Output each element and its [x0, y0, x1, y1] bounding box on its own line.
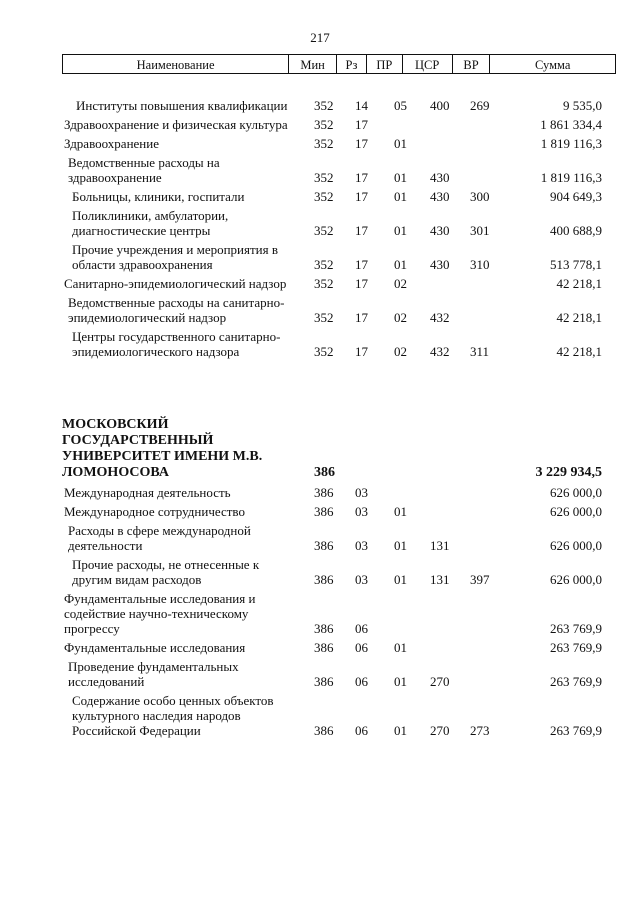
row-sum: 626 000,0 [550, 504, 602, 519]
row-vr: 310 [470, 257, 490, 272]
row-pr: 05 [394, 98, 407, 113]
row-csr: 400 [430, 98, 450, 113]
row-min: 386 [314, 485, 334, 500]
row-name: Фундаментальные исследования [64, 640, 246, 655]
row-pr: 02 [394, 276, 407, 291]
row-name: Прочие учреждения и мероприятия в области здравоохранения [72, 242, 278, 272]
row-name: Ведомственные расходы на здравоохранение [68, 155, 220, 185]
row-rz: 17 [355, 189, 368, 204]
row-name: Санитарно-эпидемиологический надзор [64, 276, 287, 291]
row-name: Международное сотрудничество [64, 504, 245, 519]
row-name: Институты повышения квалификации [76, 98, 288, 113]
row-min: 352 [314, 98, 334, 113]
row-pr: 01 [394, 640, 407, 655]
table-row [62, 557, 616, 587]
row-vr: 397 [470, 572, 490, 587]
row-rz: 03 [355, 485, 368, 500]
row-min: 352 [314, 344, 334, 359]
row-csr: 432 [430, 310, 450, 325]
row-pr: 01 [394, 223, 407, 238]
row-name: Центры государственного санитарно-эпидемиологического надзора [72, 329, 281, 359]
row-vr: 273 [470, 723, 490, 738]
row-rz: 17 [355, 223, 368, 238]
row-rz: 03 [355, 572, 368, 587]
row-rz: 17 [355, 136, 368, 151]
row-rz: 06 [355, 621, 368, 636]
table-body [62, 98, 616, 742]
column-header-vr: ВР [452, 55, 490, 73]
row-min: 352 [314, 189, 334, 204]
row-rz: 17 [355, 310, 368, 325]
row-pr: 01 [394, 504, 407, 519]
row-pr: 01 [394, 257, 407, 272]
column-header-rz: Рз [336, 55, 366, 73]
row-sum: 904 649,3 [550, 189, 602, 204]
row-name: Здравоохранение [64, 136, 159, 151]
column-header-pr: ПР [366, 55, 402, 73]
row-sum: 1 819 116,3 [540, 136, 602, 151]
row-name: Ведомственные расходы на санитарно-эпидемиологический надзор [68, 295, 285, 325]
row-csr: 432 [430, 344, 450, 359]
row-min: 386 [314, 572, 334, 587]
table-row [62, 591, 616, 636]
table-row [62, 136, 616, 151]
table-row [62, 640, 616, 655]
row-min: 386 [314, 674, 334, 689]
row-name: Прочие расходы, не отнесенные к другим видам расходов [72, 557, 260, 587]
row-rz: 14 [355, 98, 368, 113]
row-name: Больницы, клиники, госпитали [72, 189, 245, 204]
row-sum: 1 819 116,3 [540, 170, 602, 185]
row-pr: 01 [394, 170, 407, 185]
table-row [62, 98, 616, 113]
row-sum: 1 861 334,4 [540, 117, 602, 132]
table-row [62, 155, 616, 185]
row-min: 386 [314, 640, 334, 655]
row-sum: 3 229 934,5 [535, 465, 602, 480]
table-header [62, 54, 616, 74]
row-name: Расходы в сфере международной деятельности [68, 523, 251, 553]
row-rz: 06 [355, 640, 368, 655]
column-header-sum: Сумма [489, 55, 615, 73]
column-header-min: Мин [288, 55, 336, 73]
row-csr: 430 [430, 170, 450, 185]
row-name: Проведение фундаментальных исследований [68, 659, 239, 689]
row-csr: 270 [430, 723, 450, 738]
table-row [62, 659, 616, 689]
row-csr: 270 [430, 674, 450, 689]
row-sum: 263 769,9 [550, 621, 602, 636]
row-sum: 626 000,0 [550, 485, 602, 500]
row-sum: 42 218,1 [556, 276, 602, 291]
row-sum: 263 769,9 [550, 640, 602, 655]
row-name: Фундаментальные исследования и содействие научно-техническому прогрессу [64, 591, 256, 636]
row-sum: 42 218,1 [556, 344, 602, 359]
row-vr: 311 [470, 344, 490, 359]
row-min: 386 [314, 621, 334, 636]
row-sum: 263 769,9 [550, 723, 602, 738]
table-row [62, 276, 616, 291]
row-csr: 131 [430, 572, 450, 587]
table-row [62, 242, 616, 272]
row-min: 352 [314, 170, 334, 185]
row-sum: 42 218,1 [556, 310, 602, 325]
row-sum: 400 688,9 [550, 223, 602, 238]
row-sum: 626 000,0 [550, 538, 602, 553]
row-pr: 01 [394, 572, 407, 587]
row-rz: 06 [355, 674, 368, 689]
row-sum: 626 000,0 [550, 572, 602, 587]
row-vr: 269 [470, 98, 490, 113]
row-rz: 17 [355, 344, 368, 359]
row-rz: 17 [355, 257, 368, 272]
table-row [62, 523, 616, 553]
row-rz: 03 [355, 538, 368, 553]
table-row [62, 329, 616, 359]
row-min: 352 [314, 136, 334, 151]
row-min: 352 [314, 276, 334, 291]
table-row [62, 693, 616, 738]
row-sum: 263 769,9 [550, 674, 602, 689]
row-name: Здравоохранение и физическая культура [64, 117, 288, 132]
row-sum: 9 535,0 [563, 98, 602, 113]
row-csr: 131 [430, 538, 450, 553]
row-sum: 513 778,1 [550, 257, 602, 272]
row-vr: 301 [470, 223, 490, 238]
column-header-csr: ЦСР [402, 55, 452, 73]
table-row [62, 189, 616, 204]
row-pr: 02 [394, 310, 407, 325]
row-rz: 17 [355, 117, 368, 132]
row-csr: 430 [430, 189, 450, 204]
row-min: 386 [314, 723, 334, 738]
row-pr: 01 [394, 189, 407, 204]
row-pr: 01 [394, 674, 407, 689]
table-row [62, 208, 616, 238]
table-row [62, 485, 616, 500]
row-pr: 02 [394, 344, 407, 359]
row-name: Поликлиники, амбулатории, диагностические центры [72, 208, 229, 238]
row-csr: 430 [430, 223, 450, 238]
row-min: 386 [314, 538, 334, 553]
row-pr: 01 [394, 136, 407, 151]
table-row [62, 504, 616, 519]
row-rz: 17 [355, 170, 368, 185]
row-min: 352 [314, 257, 334, 272]
row-csr: 430 [430, 257, 450, 272]
row-rz: 06 [355, 723, 368, 738]
row-name: МОСКОВСКИЙ ГОСУДАРСТВЕННЫЙ УНИВЕРСИТЕТ ИМЕНИ М.В. ЛОМОНОСОВА [62, 417, 263, 480]
table-row [62, 295, 616, 325]
row-pr: 01 [394, 538, 407, 553]
row-name: Международная деятельность [64, 485, 231, 500]
row-pr: 01 [394, 723, 407, 738]
table-row [62, 117, 616, 132]
page-number: 217 [310, 30, 330, 45]
row-rz: 03 [355, 504, 368, 519]
row-min: 352 [314, 310, 334, 325]
row-vr: 300 [470, 189, 490, 204]
row-min: 386 [314, 465, 335, 480]
row-min: 352 [314, 223, 334, 238]
row-name: Содержание особо ценных объектов культурного наследия народов Российской Федерации [72, 693, 274, 738]
table-row [62, 417, 616, 481]
column-header-name: Наименование [136, 58, 215, 73]
row-min: 352 [314, 117, 334, 132]
row-rz: 17 [355, 276, 368, 291]
row-min: 386 [314, 504, 334, 519]
